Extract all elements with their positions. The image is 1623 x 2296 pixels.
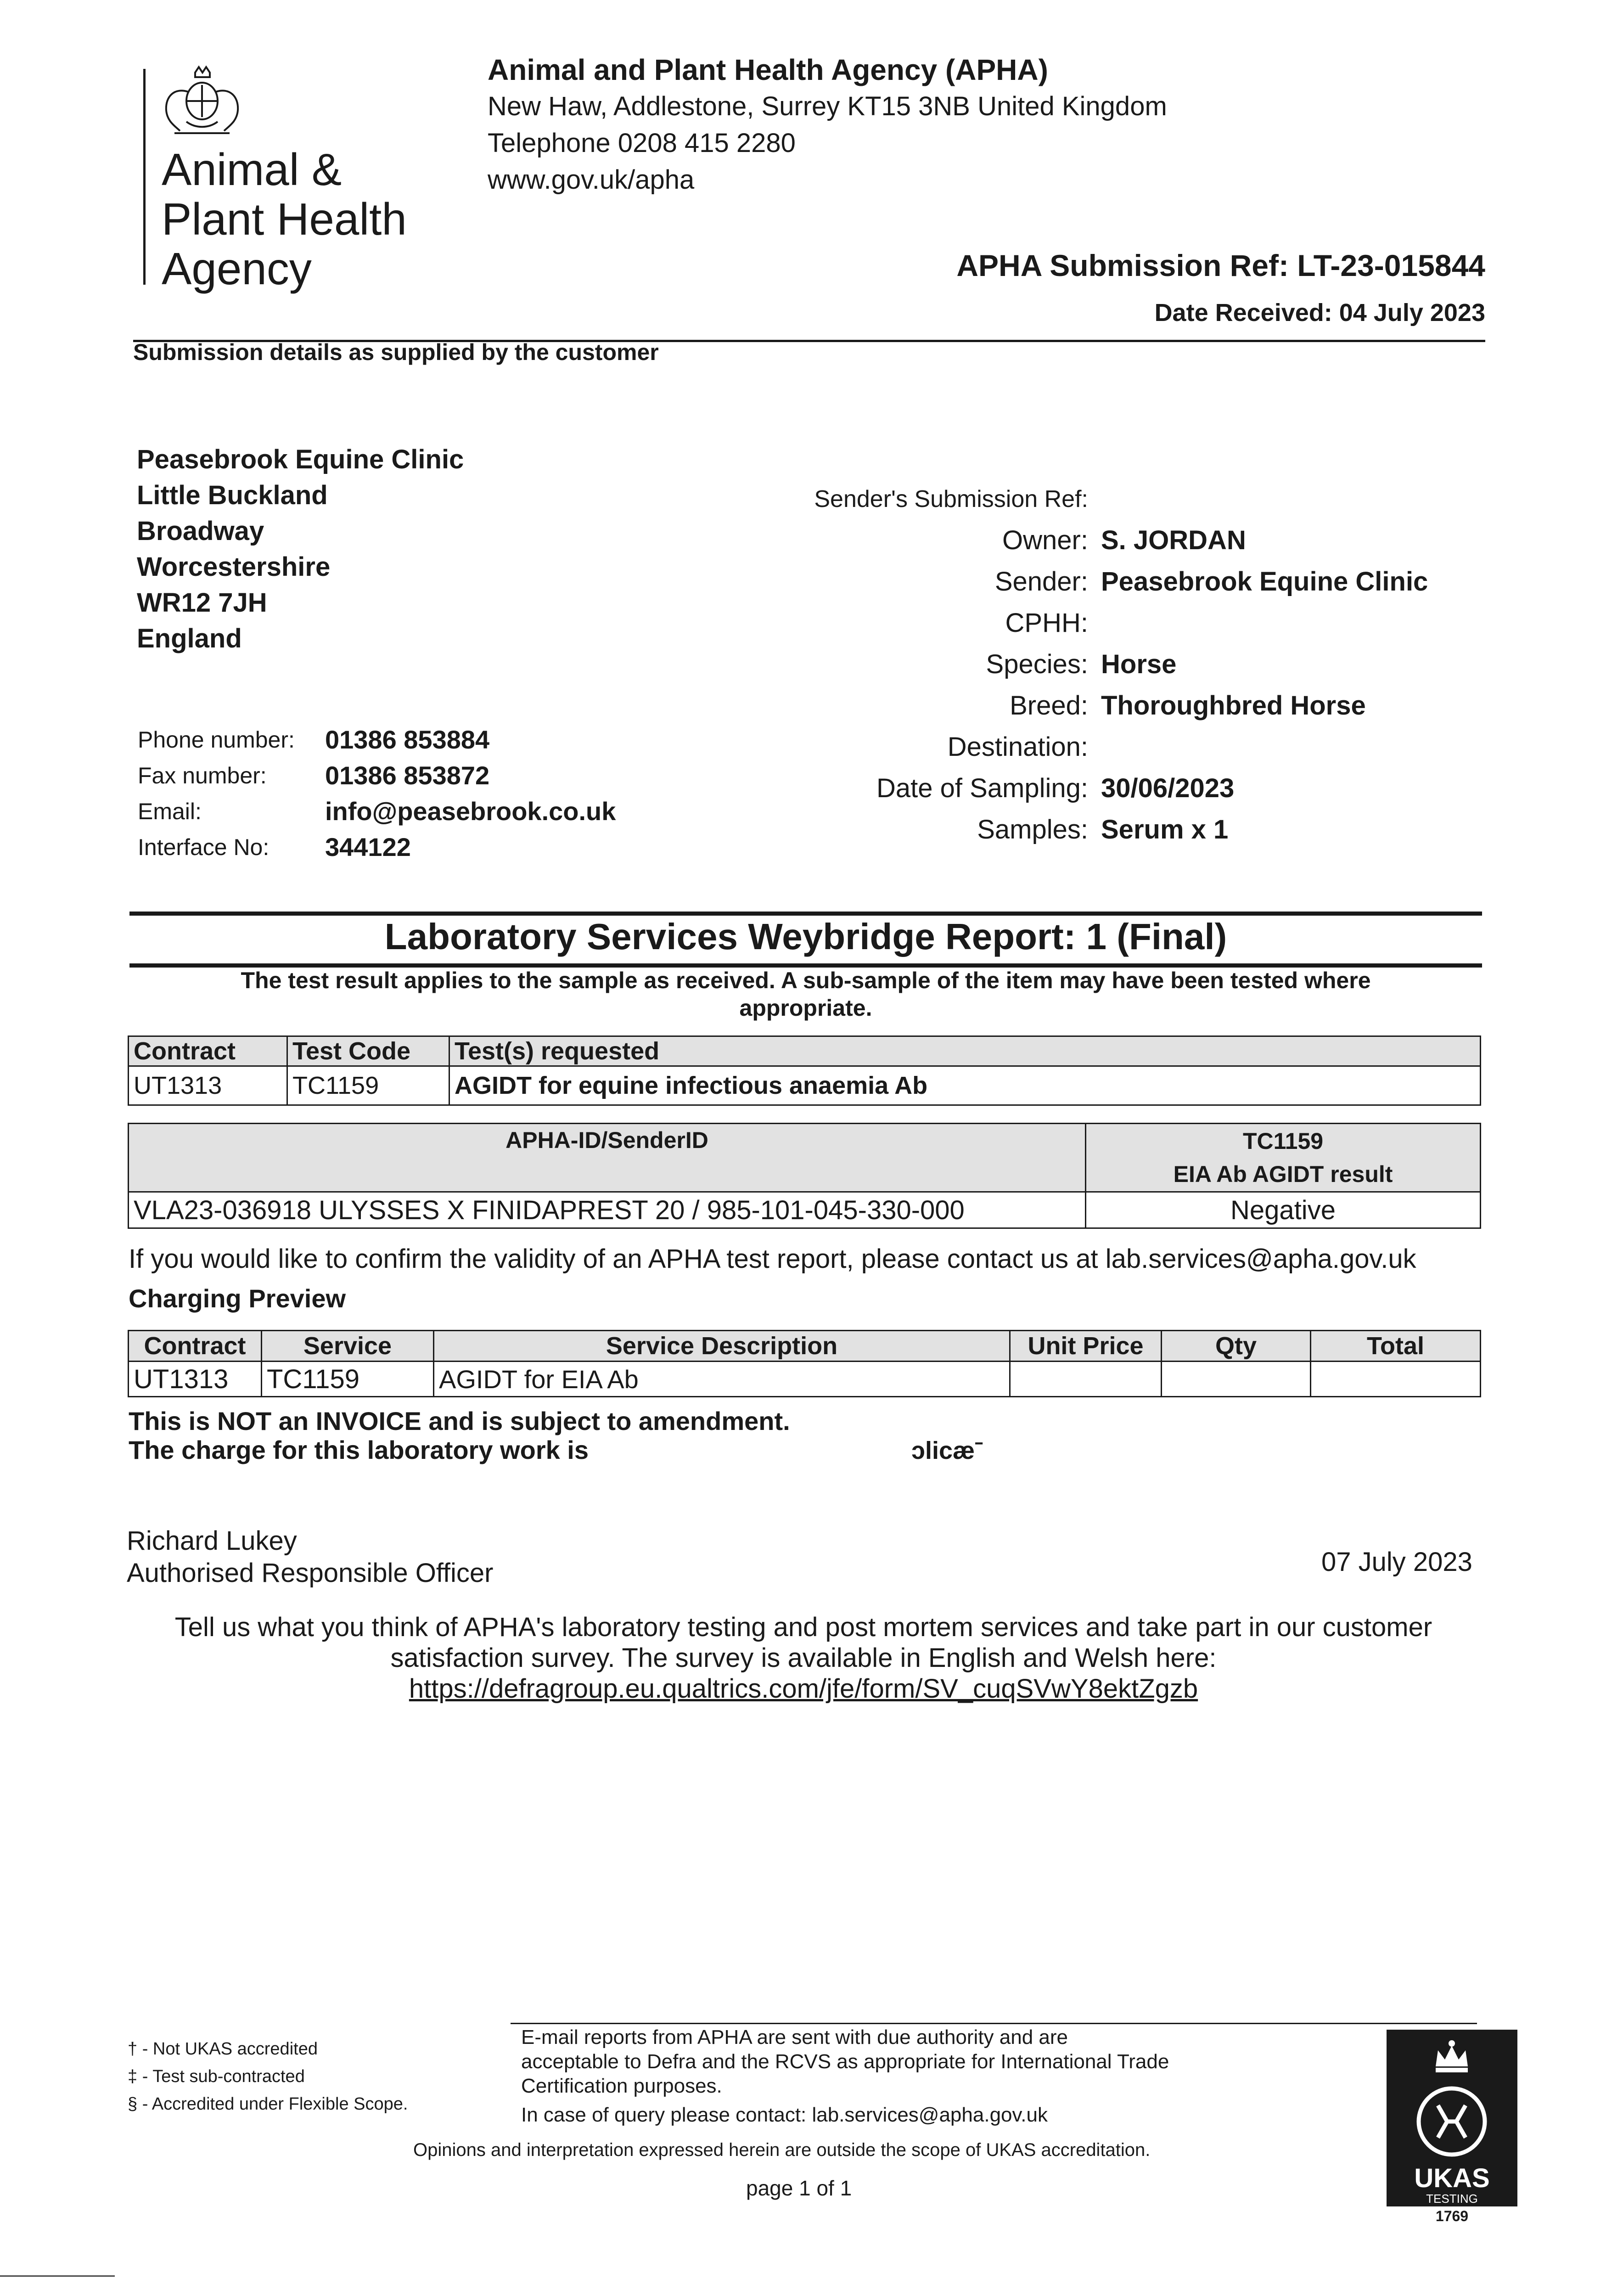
agency-name: Animal and Plant Health Agency (APHA) <box>488 53 1048 86</box>
table-cell <box>1010 1362 1162 1397</box>
detail-row <box>716 602 1497 644</box>
table-header: Qty <box>1162 1331 1311 1362</box>
detail-row <box>716 768 1497 809</box>
survey-line-1: Tell us what you think of APHA's laboratory testing and post mortem services and take part in our customer <box>174 1612 1432 1642</box>
detail-value: Peasebrook Equine Clinic <box>1101 567 1428 597</box>
page-number: page 1 of 1 <box>746 2176 852 2200</box>
contact-row-interface <box>138 829 616 865</box>
report-title: Laboratory Services Weybridge Report: 1 (Final) <box>384 916 1227 957</box>
detail-value: 30/06/2023 <box>1101 773 1235 803</box>
email-note-line: acceptable to Defra and the RCVS as appropriate for International Trade <box>521 2050 1169 2073</box>
table-header-row <box>129 1331 1481 1362</box>
agency-logo-text <box>162 145 407 293</box>
charging-table <box>128 1330 1481 1397</box>
header-vertical-rule <box>143 69 146 285</box>
query-note: In case of query please contact: lab.services@apha.gov.uk <box>521 2104 1048 2126</box>
table-cell: TC1159 <box>262 1362 434 1397</box>
logo-line-1: Animal & <box>162 144 342 195</box>
legend-item: ‡ - Test sub-contracted <box>128 2067 305 2086</box>
address-line: Peasebrook Equine Clinic <box>137 445 464 474</box>
logo-line-2: Plant Health <box>162 194 407 244</box>
contact-value: 01386 853872 <box>325 761 490 790</box>
table-header: Unit Price <box>1010 1331 1162 1362</box>
detail-label: Date of Sampling: <box>876 773 1088 803</box>
contact-row-email <box>138 793 616 829</box>
result-name-header: EIA Ab AGIDT result <box>1173 1161 1393 1187</box>
legend-item: § - Accredited under Flexible Scope. <box>128 2094 408 2114</box>
table-header: APHA-ID/SenderID <box>129 1124 1086 1192</box>
table-cell <box>1311 1362 1481 1397</box>
detail-row <box>716 561 1497 602</box>
contact-label: Fax number: <box>138 763 267 788</box>
table-header: Service Description <box>434 1331 1010 1362</box>
survey-text <box>92 1612 1515 1704</box>
table-row <box>129 1066 1481 1105</box>
table-cell <box>1162 1362 1311 1397</box>
legend-item: † - Not UKAS accredited <box>128 2039 318 2059</box>
contact-row-fax <box>138 758 616 793</box>
table-cell: TC1159 <box>287 1066 449 1105</box>
detail-value: Thoroughbred Horse <box>1101 691 1366 720</box>
table-header: Service <box>262 1331 434 1362</box>
detail-row <box>716 644 1497 685</box>
detail-label: Species: <box>986 649 1088 679</box>
detail-label: Destination: <box>947 732 1088 762</box>
sample-id-cell: VLA23-036918 ULYSSES X FINIDAPREST 20 / 985-101-045-330-000 <box>129 1192 1086 1228</box>
contact-value: 01386 853884 <box>325 725 490 754</box>
report-note <box>129 967 1482 1022</box>
submission-section-label: Submission details as supplied by the customer <box>133 339 659 365</box>
signatory-name: Richard Lukey <box>127 1526 297 1556</box>
address-line: England <box>137 624 242 653</box>
submission-ref: APHA Submission Ref: LT-23-015844 <box>956 248 1485 282</box>
table-header: Contract <box>129 1036 287 1066</box>
detail-value: Horse <box>1101 649 1177 679</box>
detail-row <box>716 478 1497 520</box>
contact-row-phone <box>138 722 616 758</box>
charge-fragment: ɔlicæˉ <box>911 1437 983 1464</box>
detail-label: Breed: <box>1010 691 1088 720</box>
detail-row <box>716 520 1497 561</box>
table-cell: AGIDT for EIA Ab <box>434 1362 1010 1397</box>
ukas-badge <box>1387 2030 1517 2206</box>
customer-contacts <box>138 722 616 865</box>
table-header: Total <box>1311 1331 1481 1362</box>
charge-line: The charge for this laboratory work is <box>129 1435 589 1464</box>
detail-label: CPHH: <box>1005 608 1088 638</box>
detail-label: Sender's Submission Ref: <box>814 486 1088 512</box>
ukas-number: 1769 <box>1435 2208 1469 2224</box>
table-cell: UT1313 <box>129 1066 287 1105</box>
email-note-line: E-mail reports from APHA are sent with due authority and are <box>521 2026 1068 2048</box>
signature-date: 07 July 2023 <box>1321 1547 1472 1577</box>
table-header: Test(s) requested <box>449 1036 1481 1066</box>
results-table <box>128 1123 1481 1229</box>
contact-label: Phone number: <box>138 727 295 753</box>
report-note-line-2: appropriate. <box>739 995 872 1021</box>
ukas-name: UKAS <box>1414 2163 1490 2193</box>
table-header: Contract <box>129 1331 262 1362</box>
table-header: Test Code <box>287 1036 449 1066</box>
table-cell: AGIDT for equine infectious anaemia Ab <box>449 1066 1481 1105</box>
footer-legend <box>128 2035 408 2118</box>
logo-line-3: Agency <box>162 243 312 294</box>
table-cell: UT1313 <box>129 1362 262 1397</box>
detail-value: S. JORDAN <box>1101 525 1246 555</box>
table-header-row <box>129 1124 1481 1192</box>
signatory-role: Authorised Responsible Officer <box>127 1558 494 1588</box>
detail-row <box>716 685 1497 726</box>
customer-address <box>137 442 464 657</box>
address-line: WR12 7JH <box>137 588 267 618</box>
contact-label: Interface No: <box>138 834 270 860</box>
ukas-emblem-icon <box>1413 2082 1491 2161</box>
result-cell: Negative <box>1086 1192 1481 1228</box>
address-line: Broadway <box>137 516 264 546</box>
survey-link[interactable]: https://defragroup.eu.qualtrics.com/jfe/form/SV_cuqSVwY8ektZgzb <box>409 1674 1198 1704</box>
charging-title: Charging Preview <box>129 1284 346 1313</box>
opinions-note: Opinions and interpretation expressed herein are outside the scope of UKAS accreditation. <box>413 2140 1151 2160</box>
royal-crest-icon <box>156 64 248 142</box>
table-header <box>1086 1124 1481 1192</box>
tests-table <box>128 1035 1481 1106</box>
contact-value: 344122 <box>325 833 411 861</box>
table-row <box>129 1362 1481 1397</box>
survey-line-2: satisfaction survey. The survey is available in English and Welsh here: <box>390 1643 1217 1673</box>
detail-row <box>716 809 1497 850</box>
footer-rule <box>511 2023 1477 2024</box>
detail-label: Sender: <box>994 567 1088 597</box>
address-line: Worcestershire <box>137 552 331 582</box>
contact-label: Email: <box>138 799 202 824</box>
agency-contact-block <box>488 51 1167 198</box>
contact-value: info@peasebrook.co.uk <box>325 797 616 826</box>
not-invoice-note: This is NOT an INVOICE and is subject to amendment. <box>129 1407 790 1435</box>
detail-label: Owner: <box>1002 525 1088 555</box>
submission-details <box>716 478 1497 850</box>
agency-website: www.gov.uk/apha <box>488 165 695 195</box>
table-row <box>129 1192 1481 1228</box>
date-received: Date Received: 04 July 2023 <box>1154 299 1485 326</box>
crown-icon <box>1429 2039 1475 2076</box>
email-note <box>521 2025 1169 2127</box>
detail-row <box>716 726 1497 768</box>
agency-telephone: Telephone 0208 415 2280 <box>488 128 796 158</box>
report-note-line-1: The test result applies to the sample as received. A sub-sample of the item may have been tested where <box>241 968 1371 993</box>
validity-note: If you would like to confirm the validity of an APHA test report, please contact us at lab.services@apha.gov.uk <box>129 1244 1416 1274</box>
agency-address: New Haw, Addlestone, Surrey KT15 3NB United Kingdom <box>488 91 1167 121</box>
result-code-header: TC1159 <box>1242 1128 1324 1154</box>
email-note-line: Certification purposes. <box>521 2075 722 2097</box>
detail-value: Serum x 1 <box>1101 815 1229 844</box>
ukas-sub: TESTING <box>1426 2192 1478 2206</box>
detail-label: Samples: <box>977 815 1088 844</box>
bottom-edge-rule <box>0 2275 115 2277</box>
address-line: Little Buckland <box>137 480 328 510</box>
table-header-row <box>129 1036 1481 1066</box>
